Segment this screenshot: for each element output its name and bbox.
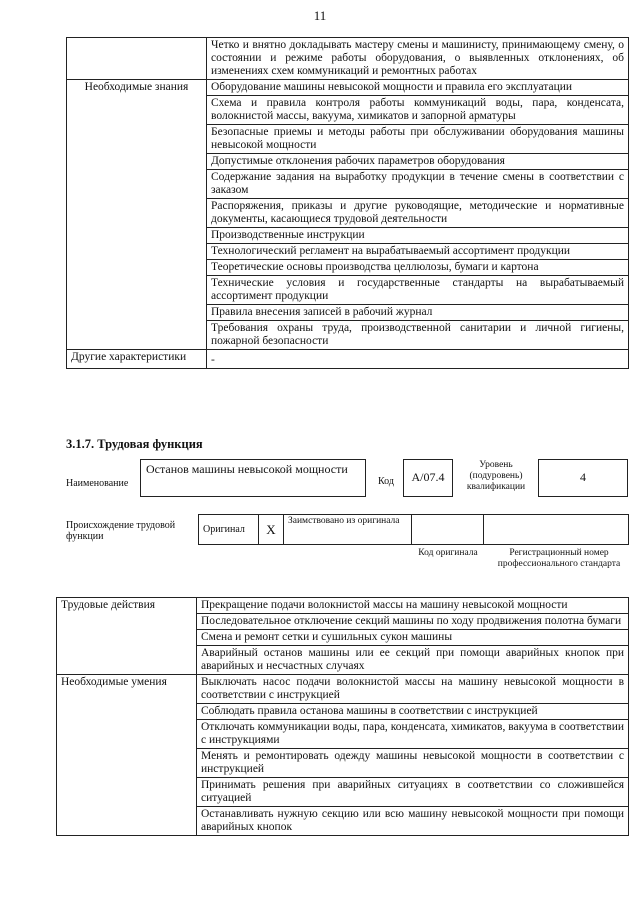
- skill-item: Выключать насос подачи волокнистой массы на машину невысокой мощности в соответствии с инструкцией: [197, 675, 629, 704]
- skill-item: Отключать коммуникации воды, пара, конденсата, химикатов, вакуума в соответствии с инструкциями: [197, 720, 629, 749]
- knowledge-item: Содержание задания на выработку продукции в течение смены в соответствии с заказом: [207, 170, 629, 199]
- level-label: Уровень (подуровень) квалификации: [466, 460, 526, 492]
- code-original-cell: [412, 515, 484, 545]
- knowledge-item: Технологический регламент на вырабатываемый ассортимент продукции: [207, 244, 629, 260]
- original-label: Оригинал: [199, 515, 259, 545]
- continuation-cell: Четко и внятно докладывать мастеру смены и машинисту, принимающему смену, о состоянии и режиме работы оборудования, о выявленных отклонениях, об изменениях схем коммуникаций и ремонтных работах: [207, 38, 629, 80]
- actions-skills-table: [56, 597, 629, 836]
- origin-table: [198, 514, 629, 545]
- action-item: Прекращение подачи волокнистой массы на машину невысокой мощности: [197, 598, 629, 614]
- knowledge-item: Распоряжения, приказы и другие руководящие, методические и нормативные документы, касающиеся трудовой деятельности: [207, 199, 629, 228]
- action-item: Смена и ремонт сетки и сушильных сукон машины: [197, 630, 629, 646]
- code-original-caption: Код оригинала: [418, 548, 478, 558]
- skill-item: Соблюдать правила останова машины в соответствии с инструкцией: [197, 704, 629, 720]
- name-label: Наименование: [66, 478, 129, 489]
- knowledge-item: Теоретические основы производства целлюлозы, бумаги и картона: [207, 260, 629, 276]
- other-value: -: [207, 350, 629, 369]
- knowledge-item: Оборудование машины невысокой мощности и правила его эксплуатации: [207, 80, 629, 96]
- action-item: Последовательное отключение секций машины по ходу продвижения полотна бумаги: [197, 614, 629, 630]
- knowledge-item: Схема и правила контроля работы коммуникаций воды, пара, конденсата, волокнистой массы, вакуума, химикатов и запорной арматуры: [207, 96, 629, 125]
- borrowed-label: Заимствовано из оригинала: [284, 515, 412, 545]
- code-label: Код: [378, 476, 394, 487]
- origin-label: Происхождение трудовой функции: [66, 520, 176, 542]
- knowledge-item: Правила внесения записей в рабочий журнал: [207, 305, 629, 321]
- other-label: Другие характеристики: [67, 350, 207, 369]
- knowledge-item: Допустимые отклонения рабочих параметров оборудования: [207, 154, 629, 170]
- code-value-box: А/07.4: [403, 459, 453, 497]
- continuation-label-cell: [67, 38, 207, 80]
- skill-item: Останавливать нужную секцию или всю машину невысокой мощности при помощи аварийных кнопок: [197, 807, 629, 836]
- original-mark: X: [259, 515, 284, 545]
- action-item: Аварийный останов машины или ее секций при помощи аварийных кнопок при аварийных и несчастных случаях: [197, 646, 629, 675]
- name-value-box: Останов машины невысокой мощности: [140, 459, 366, 497]
- level-value-box: 4: [538, 459, 628, 497]
- knowledge-item: Производственные инструкции: [207, 228, 629, 244]
- knowledge-item: Требования охраны труда, производственной санитарии и личной гигиены, пожарной безопасности: [207, 321, 629, 350]
- skill-item: Принимать решения при аварийных ситуациях в соответствии со сложившейся ситуацией: [197, 778, 629, 807]
- knowledge-item: Безопасные приемы и методы работы при обслуживании оборудования машины невысокой мощности: [207, 125, 629, 154]
- knowledge-label: Необходимые знания: [67, 80, 207, 350]
- section-heading: 3.1.7. Трудовая функция: [66, 437, 203, 451]
- page-number: 11: [313, 8, 327, 23]
- reg-number-cell: [484, 515, 629, 545]
- reg-number-caption: Регистрационный номер профессионального стандарта: [497, 548, 621, 569]
- knowledge-table: [66, 37, 629, 369]
- actions-label: Трудовые действия: [57, 598, 197, 675]
- skill-item: Менять и ремонтировать одежду машины невысокой мощности в соответствии с инструкцией: [197, 749, 629, 778]
- knowledge-item: Технические условия и государственные стандарты на вырабатываемый ассортимент продукции: [207, 276, 629, 305]
- skills-label: Необходимые умения: [57, 675, 197, 836]
